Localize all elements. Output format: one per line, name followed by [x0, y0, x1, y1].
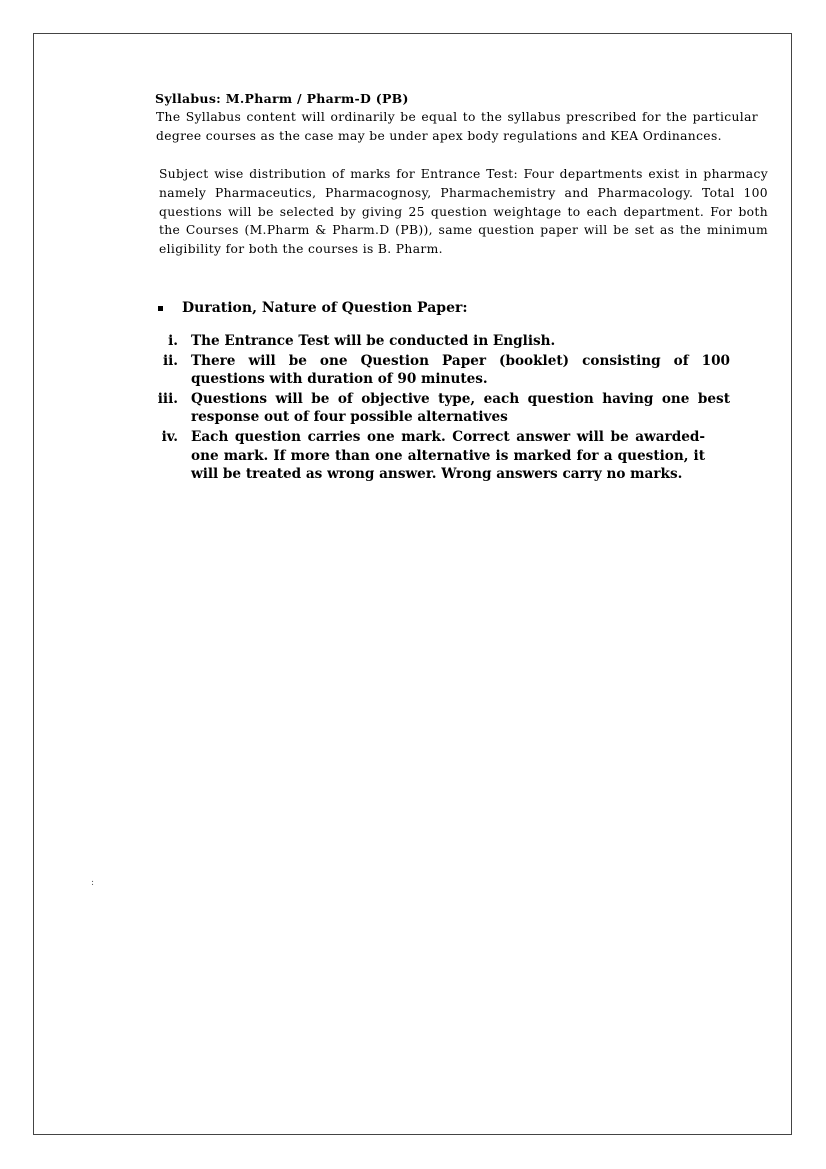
square-bullet-icon	[158, 306, 163, 311]
list-numeral: iii.	[157, 390, 178, 407]
list-item-text: Each question carries one mark. Correct answer will be awarded- one mark. If more than one alternative is marked for a question, it will be treated as wrong answer. Wrong answers carry no marks.	[191, 428, 705, 483]
syllabus-paragraph: The Syllabus content will ordinarily be equal to the syllabus prescribed for the particular degree courses as the case may be under apex body regulations and KEA Ordinances.	[156, 110, 758, 143]
list-item	[150, 390, 730, 427]
list-numeral: iv.	[161, 428, 178, 445]
list-item-text: There will be one Question Paper (booklet) consisting of 100 questions with duration of 90 minutes.	[191, 352, 730, 388]
list-item	[150, 352, 730, 389]
section-heading-text: Duration, Nature of Question Paper:	[182, 300, 468, 316]
list-numeral: ii.	[162, 352, 178, 369]
list-numeral: i.	[168, 333, 178, 349]
list-item-text: Questions will be of objective type, each question having one best response out of four possible alternatives	[191, 390, 730, 426]
stray-mark: :	[91, 878, 95, 888]
list-item	[150, 428, 730, 484]
syllabus-title: Syllabus: M.Pharm / Pharm-D (PB)	[155, 91, 409, 106]
list-item	[150, 332, 730, 351]
question-paper-rules-list	[150, 332, 730, 485]
marks-distribution-paragraph: Subject wise distribution of marks for Entrance Test: Four departments exist in pharmacy namely Pharmaceutics, Pharmacognosy, Pharmachemistry and Pharmacology. Total 100 questions will be selected by giving 25 question weightage to each department. For both the Courses (M.Pharm & Pharm.D (PB)), same question paper will be set as the minimum eligibility for both the courses is B. Pharm.	[159, 167, 768, 257]
section-heading	[158, 300, 468, 316]
list-item-text: The Entrance Test will be conducted in English.	[191, 333, 556, 349]
